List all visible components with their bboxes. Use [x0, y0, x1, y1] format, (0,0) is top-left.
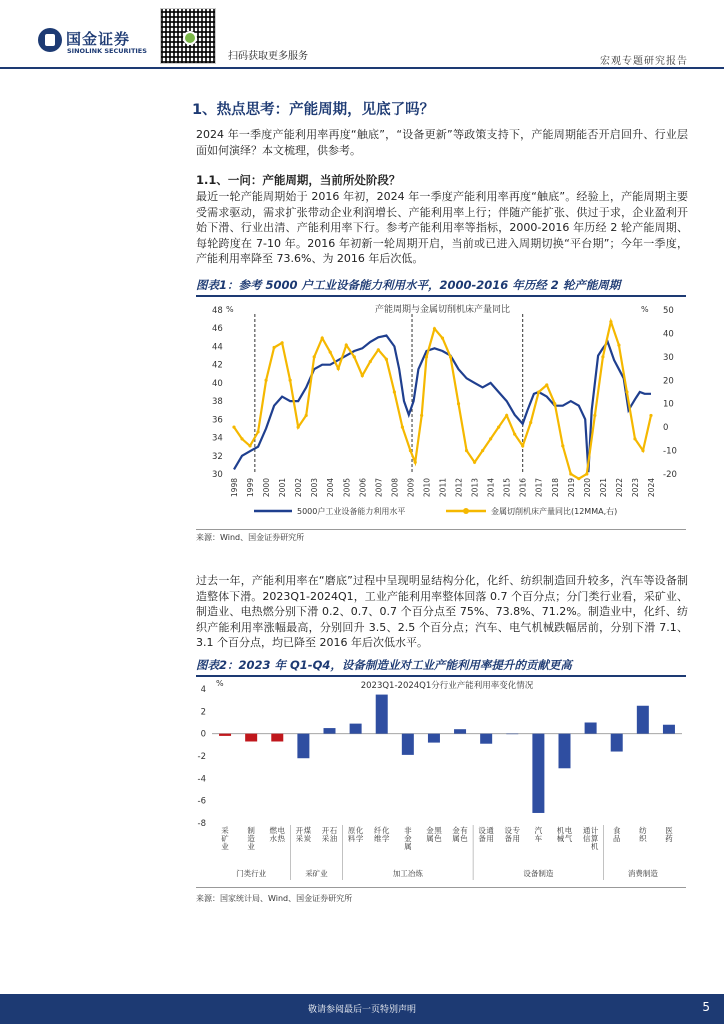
chart2-bar-16: [637, 706, 649, 734]
chart2-y-tick: 4: [200, 685, 206, 695]
brand-logo-icon: [38, 28, 62, 52]
chart2-category-label: 有色金属: [452, 826, 468, 843]
chart2-bar-2: [271, 734, 283, 742]
chart1-right-tick: 40: [663, 329, 674, 340]
subsection-title: 1.1、一问：产能周期，当前所处阶段？: [196, 173, 401, 187]
chart2-category-label: 通用设备: [478, 826, 494, 843]
page-number: 5: [702, 1000, 710, 1014]
chart1-left-tick: 48: [212, 306, 223, 316]
chart1-x-tick: 2005: [342, 478, 352, 498]
chart1-x-tick: 2021: [598, 478, 608, 498]
chart1-series-point: [409, 449, 412, 452]
chart2-bar-6: [376, 695, 388, 734]
chart2-y-tick: 0: [200, 729, 206, 740]
chart1-series-point: [641, 449, 644, 452]
chart1-series-point: [561, 444, 564, 447]
chart1-x-tick: 2001: [278, 478, 288, 498]
chart1-series-point: [248, 444, 251, 447]
chart1-series-point: [361, 374, 364, 377]
chart1-series-point: [289, 379, 292, 382]
chart1-right-tick: 10: [663, 399, 674, 410]
chart2-bar-7: [402, 734, 414, 755]
chart1-series-point: [465, 449, 468, 452]
chart2-bar-1: [245, 734, 257, 742]
figure1-title: 图表1：参考 5000 户工业设备能力利用水平，2000-2016 年历经 2 轮产能周期: [196, 278, 621, 292]
chart2-unit: %: [216, 679, 224, 688]
intro-paragraph: 2024 年一季度产能利用率再度“触底”，“设备更新”等政策支持下，产能周期能否开启回升、行业层面如何演绎？本文梳理，供参考。: [196, 128, 688, 157]
chart1-series-point: [401, 426, 404, 429]
chart1-series-point: [441, 337, 444, 340]
chart1-left-tick: 40: [212, 378, 223, 389]
chart2-category-label: 非金属: [404, 826, 412, 851]
chart1-x-tick: 2008: [390, 478, 400, 498]
chart1-series-point: [385, 358, 388, 361]
chart1-x-tick: 2022: [614, 478, 624, 498]
chart1-x-tick: 2009: [406, 478, 416, 498]
chart2-category-label: 制造业: [247, 826, 255, 851]
chart2-category-label: 专用设备: [504, 826, 521, 843]
chart2-bar-0: [219, 734, 231, 736]
chart2-category-label: 电气机械: [556, 826, 573, 843]
chart1-x-tick: 2006: [358, 478, 368, 498]
chart1-legend-label-0: 5000户工业设备能力利用水平: [297, 507, 406, 516]
chart1-left-tick: 32: [212, 451, 223, 462]
chart1-title: 产能周期与金属切削机床产量同比: [374, 305, 511, 315]
chart1-series-point: [264, 379, 267, 382]
chart2-bar-17: [663, 725, 675, 734]
chart2-y-tick: 2: [200, 707, 206, 718]
chart1-x-tick: 1998: [230, 478, 239, 498]
figure1-source: 来源：Wind、国金证券研究所: [196, 533, 305, 542]
chart1-series-point: [505, 414, 508, 417]
chart1-series-point: [232, 426, 235, 429]
chart2-category-label: 采矿业: [221, 826, 229, 851]
chart1-series-point: [321, 337, 324, 340]
chart1-series-point: [329, 351, 332, 354]
chart1-right-tick: 30: [663, 352, 674, 363]
chart2-title: 2023Q1-2024Q1分行业产能利用率变化情况: [360, 681, 534, 691]
chart1-left-tick: 30: [212, 470, 223, 480]
chart1-x-tick: 2002: [294, 478, 304, 498]
chart1-series-point: [305, 414, 308, 417]
chart2-category-label: 化学原料: [347, 826, 364, 843]
figure1-line-chart: [196, 298, 686, 526]
chart1-right-tick: 50: [663, 306, 674, 316]
chart1-series-point: [353, 355, 356, 358]
chart2-group-label-3: 设备制造: [523, 869, 554, 878]
chart2-category-label: 食品: [612, 826, 621, 843]
chart2-y-tick: -8: [197, 819, 206, 829]
chart2-group-label-0: 门类行业: [236, 869, 267, 878]
chart1-series-point: [545, 383, 548, 386]
chart1-x-tick: 2004: [326, 478, 336, 498]
chart1-x-tick: 2016: [518, 478, 528, 498]
chart1-series-point: [585, 472, 588, 475]
chart1-series-point: [529, 421, 532, 424]
chart2-group-label-1: 采矿业: [305, 869, 328, 878]
chart1-left-tick: 44: [212, 342, 223, 353]
chart1-series-point: [369, 360, 372, 363]
chart1-x-tick: 2007: [374, 478, 384, 498]
chart2-group-label-4: 消费制造: [627, 869, 658, 878]
figure2-source: 来源：国家统计局、Wind、国金证券研究所: [196, 894, 353, 903]
chart1-series-point: [457, 402, 460, 405]
chart2-bar-9: [454, 729, 466, 733]
chart1-series-point: [609, 320, 612, 323]
chart1-left-unit: %: [226, 305, 234, 314]
figure1-rule: [196, 295, 686, 297]
chart1-x-tick: 2011: [438, 478, 448, 498]
chart1-series-point: [521, 444, 524, 447]
chart1-x-tick: 2013: [470, 478, 480, 498]
chart1-series-point: [617, 344, 620, 347]
chart1-series-point: [481, 449, 484, 452]
figure2-bar-chart: [196, 677, 686, 885]
chart1-series-point: [513, 433, 516, 436]
chart1-left-tick: 46: [212, 324, 223, 335]
chart2-bar-15: [611, 734, 623, 752]
chart1-x-tick: 2017: [534, 478, 544, 498]
chart2-y-tick: -6: [197, 796, 206, 807]
chart2-bar-13: [559, 734, 571, 769]
chart2-bar-10: [480, 734, 492, 744]
chart1-series-point: [497, 426, 500, 429]
brand-name: 国金证券: [66, 30, 131, 48]
chart1-x-tick: 2003: [310, 478, 320, 498]
chart1-series-point: [601, 355, 604, 358]
qr-center-icon: [183, 31, 197, 45]
chart2-group-label-2: 加工冶炼: [392, 869, 423, 878]
chart1-x-tick: 2012: [454, 478, 464, 498]
chart1-series-point: [281, 341, 284, 344]
footer-disclaimer[interactable]: 敬请参阅最后一页特别声明: [307, 1005, 416, 1015]
chart2-category-label: 黑色金属: [426, 826, 442, 843]
chart2-category-label: 石油开采: [321, 826, 338, 843]
chart1-right-tick: -10: [663, 446, 677, 457]
chart1-series-point: [625, 390, 628, 393]
chart2-bar-8: [428, 734, 440, 743]
report-type: 宏观专题研究报告: [600, 56, 688, 67]
chart1-right-tick: -20: [663, 470, 677, 480]
qr-caption: 扫码获取更多服务: [228, 51, 308, 62]
chart1-series-point: [489, 437, 492, 440]
chart1-left-tick: 42: [212, 360, 223, 371]
chart1-x-tick: 2024: [647, 478, 656, 498]
figure2-bottom-rule: [196, 887, 686, 888]
chart1-legend-label-1: 金属切削机床产量同比(12MMA,右): [491, 507, 618, 516]
header-divider: [0, 67, 724, 69]
chart2-bar-14: [585, 723, 597, 734]
chart1-left-tick: 38: [212, 397, 223, 408]
chart1-series-point: [473, 461, 476, 464]
chart1-series-point: [649, 414, 652, 417]
chart1-series-point: [345, 344, 348, 347]
chart1-series-point: [569, 472, 572, 475]
chart1-series-point: [393, 390, 396, 393]
paragraph-structure: 过去一年，产能利用率在“磨底”过程中呈现明显结构分化，化纤、纺织制造回升较多，汽车等设备制造整体下滑。2023Q1-2024Q1，工业产能利用率整体回落 0.7 个百分点；分门类行业看，采矿业、制造业、电热燃分别下滑 0.2、0.7、0.7 个百分点至 75%、73.8%、71.2%。制造业中，化纤、纺织产能利用率涨幅最高，分别回升 3.5、2.5 个百分点；汽车、电气机械跌幅居前，分别下滑 7.1、3.1 个百分点，均已降至 2016 年后次低水平。: [196, 574, 688, 649]
chart1-x-tick: 2000: [262, 478, 272, 498]
chart1-x-tick: 2023: [630, 478, 640, 498]
chart2-bar-11: [506, 734, 518, 735]
chart2-category-label: 纺织: [639, 826, 647, 843]
paragraph-cycle: 最近一轮产能周期始于 2016 年初，2024 年一季度产能利用率再度“触底”。经验上，产能周期主要受需求驱动，需求扩张带动企业利润增长、产能利用率上行；伴随产能扩张、供过于求，企业盈利开始下滑、行业出清、产能利用率下行。参考产能利用率等指标，2000-2016 年历经 2 轮产能周期、每轮跨度在 7-10 年。2016 年初新一轮周期开启，当前或已进入周期切换“平台期”；今年一季度，产能利用率降至 73.6%、为 2016 年后次低。: [196, 190, 688, 265]
chart2-y-tick: -4: [197, 774, 206, 785]
chart1-series-point: [577, 477, 580, 480]
chart2-category-label: 电热燃水: [269, 826, 286, 843]
chart2-y-tick: -2: [197, 752, 206, 762]
chart2-category-label: 计算机通信: [582, 826, 599, 851]
chart1-x-tick: 2018: [550, 478, 560, 498]
chart2-bar-5: [350, 724, 362, 734]
chart1-series-point: [313, 355, 316, 358]
brand-name-en: SINOLINK SECURITIES: [67, 47, 147, 55]
chart1-left-tick: 36: [212, 415, 223, 426]
chart1-x-tick: 2019: [566, 478, 576, 498]
chart1-legend-marker-1: [463, 508, 469, 514]
chart1-x-tick: 2010: [422, 478, 432, 498]
figure1-bottom-rule: [196, 529, 686, 530]
chart2-category-label: 汽车: [534, 826, 543, 843]
chart2-category-label: 医药: [665, 826, 673, 843]
chart1-series-point: [433, 327, 436, 330]
chart1-left-tick: 34: [212, 433, 223, 444]
chart1-series-point: [414, 461, 417, 464]
chart1-x-tick: 2015: [502, 478, 512, 498]
chart1-series-point: [240, 437, 243, 440]
chart2-bar-3: [297, 734, 309, 759]
chart2-category-label: 化学纤维: [373, 826, 390, 843]
chart1-right-unit: %: [641, 305, 649, 314]
chart2-bar-12: [532, 734, 544, 813]
chart1-series-point: [377, 348, 380, 351]
chart1-right-tick: 0: [663, 423, 669, 434]
chart1-x-tick: 1999: [246, 478, 256, 498]
chart1-series-point: [449, 355, 452, 358]
chart1-series-point: [425, 355, 428, 358]
chart1-right-tick: 20: [663, 376, 674, 387]
chart1-series-point: [256, 430, 259, 433]
chart1-series-line-0: [234, 336, 651, 473]
chart1-series-point: [297, 426, 300, 429]
chart1-series-point: [420, 414, 423, 417]
chart1-series-point: [272, 346, 275, 349]
section-title: 1、热点思考：产能周期，见底了吗？: [192, 102, 435, 118]
chart1-series-point: [537, 390, 540, 393]
chart1-series-point: [633, 437, 636, 440]
figure2-title: 图表2：2023 年 Q1-Q4，设备制造业对工业产能利用率提升的贡献更高: [196, 658, 572, 672]
chart1-x-tick: 2020: [582, 478, 592, 498]
chart1-x-tick: 2014: [486, 478, 496, 498]
chart1-series-point: [593, 414, 596, 417]
chart2-category-label: 煤炭开采: [295, 826, 312, 843]
chart1-series-point: [553, 402, 556, 405]
chart1-series-point: [337, 367, 340, 370]
chart2-bar-4: [324, 728, 336, 734]
